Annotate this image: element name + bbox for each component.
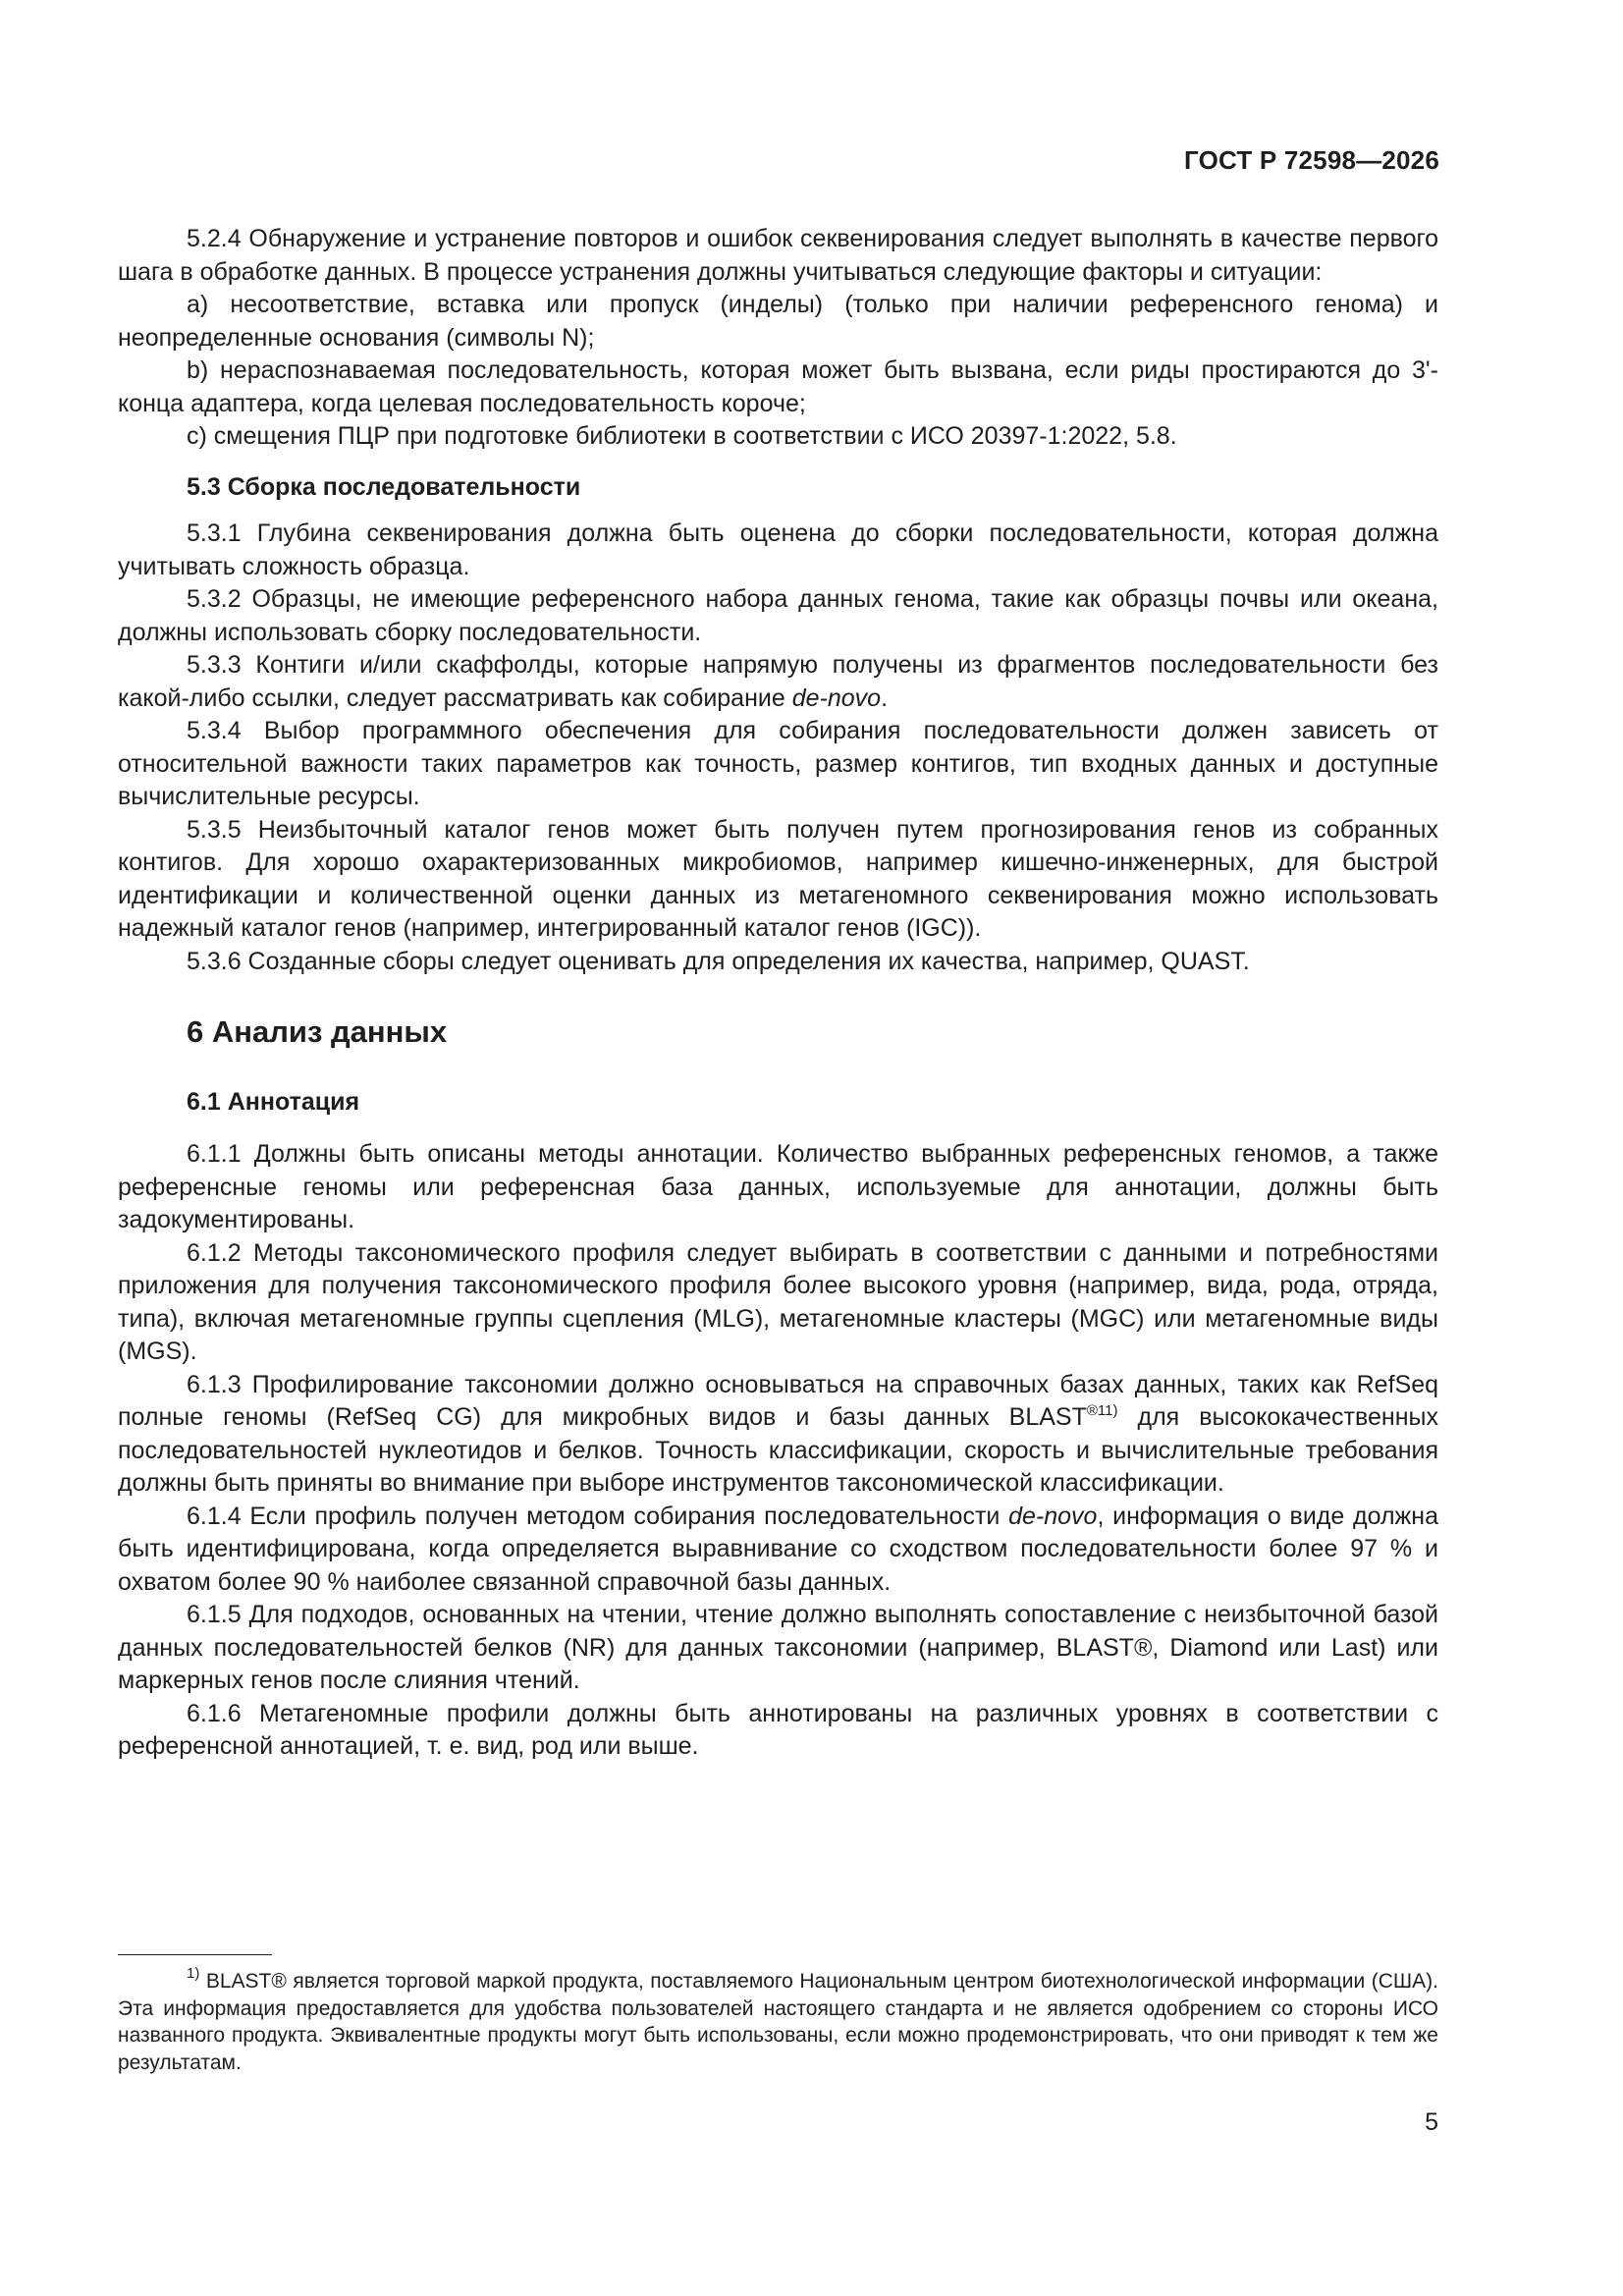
paragraph-5-3-4: 5.3.4 Выбор программного обеспечения для собирания последовательности должен зависеть от относительной важности таких параметров как точность, размер контигов, тип входных данных и доступные вычислительные ресурсы. xyxy=(118,717,1438,810)
paragraph-5-3-1: 5.3.1 Глубина секвенирования должна быть оценена до сборки последовательности, которая должна учитывать сложность образца. xyxy=(118,519,1438,580)
footnote xyxy=(118,1965,1438,2076)
paragraph-5-3-2: 5.3.2 Образцы, не имеющие референсного набора данных генома, такие как образцы почвы или океана, должны использовать сборку последовательности. xyxy=(118,585,1438,646)
paragraph-6-1-4-end: , информация о виде должна быть идентифицирована, когда определяется выравнивание со сходством последовательности более 97 % и охватом более 90 % наиболее связанной справочной базы данных. xyxy=(118,1502,1438,1596)
paragraph-5-3-6: 5.3.6 Созданные сборы следует оценивать для определения их качества, например, QUAST. xyxy=(187,947,1250,975)
list-item-a: a) несоответствие, вставка или пропуск (инделы) (только при наличии референсного генома) и неопределенные основания (символы N); xyxy=(118,291,1438,352)
paragraph-6-1-3 xyxy=(118,1369,1438,1501)
paragraph-6-1-4-text: 6.1.4 Если профиль получен методом собирания последовательности xyxy=(187,1502,1009,1530)
paragraph-6-1-3-end: для высококачественных последовательностей нуклеотидов и белков. Точность классификации, скорость и вычислительные требования должны быть приняты во внимание при выборе инструментов таксономической классификации. xyxy=(118,1403,1438,1497)
section-heading-5-3: 5.3 Сборка последовательности xyxy=(187,472,581,501)
paragraph-5-3-3 xyxy=(118,649,1438,715)
footnote-marker: 1) xyxy=(187,1965,200,1982)
paragraph-6-1-5: 6.1.5 Для подходов, основанных на чтении, чтение должно выполнять сопоставление с неизбыточной базой данных последовательностей белков (NR) для данных таксономии (например, BLAST®, Diamond или Last) или маркерных генов после слияния чтений. xyxy=(118,1601,1438,1694)
paragraph-6-1-4 xyxy=(118,1501,1438,1600)
document-id-header: ГОСТ Р 72598—2026 xyxy=(1184,145,1439,175)
footnote-divider xyxy=(118,1954,272,1955)
paragraph-5-3-5: 5.3.5 Неизбыточный каталог генов может быть получен путем прогнозирования генов из собранных контигов. Для хорошо охарактеризованных микробиомов, например кишечно-инженерных, для быстрой идентификации и количественной оценки данных из метагеномного секвенирования можно использовать надежный каталог генов (например, интегрированный каталог генов (IGC)). xyxy=(118,815,1438,942)
paragraph-6-1-1: 6.1.1 Должны быть описаны методы аннотации. Количество выбранных референсных геномов, а также референсные геномы или референсная база данных, используемые для аннотации, должны быть задокументированы. xyxy=(118,1140,1438,1233)
paragraph-6-1-3-text: 6.1.3 Профилирование таксономии должно основываться на справочных базах данных, таких как RefSeq полные геномы (RefSeq CG) для микробных видов и базы данных BLAST xyxy=(118,1370,1438,1431)
section-heading-6-1: 6.1 Аннотация xyxy=(187,1087,360,1116)
page-number: 5 xyxy=(1425,2108,1438,2136)
list-item-c: c) смещения ПЦР при подготовке библиотеки в соответствии с ИСО 20397-1:2022, 5.8. xyxy=(187,422,1177,450)
chapter-heading-6: 6 Анализ данных xyxy=(187,1014,448,1049)
paragraph-5-3-3-text: 5.3.3 Контиги и/или скаффолды, которые напрямую получены из фрагментов последовательности без какой-либо ссылки, следует рассматривать как собирание xyxy=(118,651,1438,712)
paragraph-5-2-4: 5.2.4 Обнаружение и устранение повторов и ошибок секвенирования следует выполнять в качестве первого шага в обработке данных. В процессе устранения должны учитываться следующие факторы и ситуации: xyxy=(118,225,1438,286)
paragraph-6-1-2: 6.1.2 Методы таксономического профиля следует выбирать в соответствии с данными и потребностями приложения для получения таксономического профиля более высокого уровня (например, вида, рода, отряда, типа), включая метагеномные группы сцепления (MLG), метагеномные кластеры (MGC) или метагеномные виды (MGS). xyxy=(118,1238,1438,1365)
footnote-reference[interactable]: ®11) xyxy=(1086,1402,1118,1419)
footnote-paragraph xyxy=(118,1965,1438,2076)
main-text xyxy=(118,223,1438,1764)
footnote-text: BLAST® является торговой маркой продукта, поставляемого Национальным центром биотехнологической информации (США). Эта информация предоставляется для удобства пользователей настоящего стандарта и не является одобрением со стороны ИСО названного продукта. Эквивалентные продукты могут быть использованы, если можно продемонстрировать, что они приводят к тем же результатам. xyxy=(118,1970,1438,2074)
paragraph-5-3-3-end: . xyxy=(881,683,889,712)
paragraph-6-1-6: 6.1.6 Метагеномные профили должны быть аннотированы на различных уровнях в соответствии с референсной аннотацией, т. е. вид, род или выше. xyxy=(118,1699,1438,1760)
paragraph-6-1-4-italic: de-novo xyxy=(1008,1502,1098,1530)
paragraph-5-3-3-italic: de-novo xyxy=(791,683,882,712)
list-item-b: b) нераспознаваемая последовательность, которая может быть вызвана, если риды простираются до 3'-конца адаптера, когда целевая последовательность короче; xyxy=(118,356,1438,417)
